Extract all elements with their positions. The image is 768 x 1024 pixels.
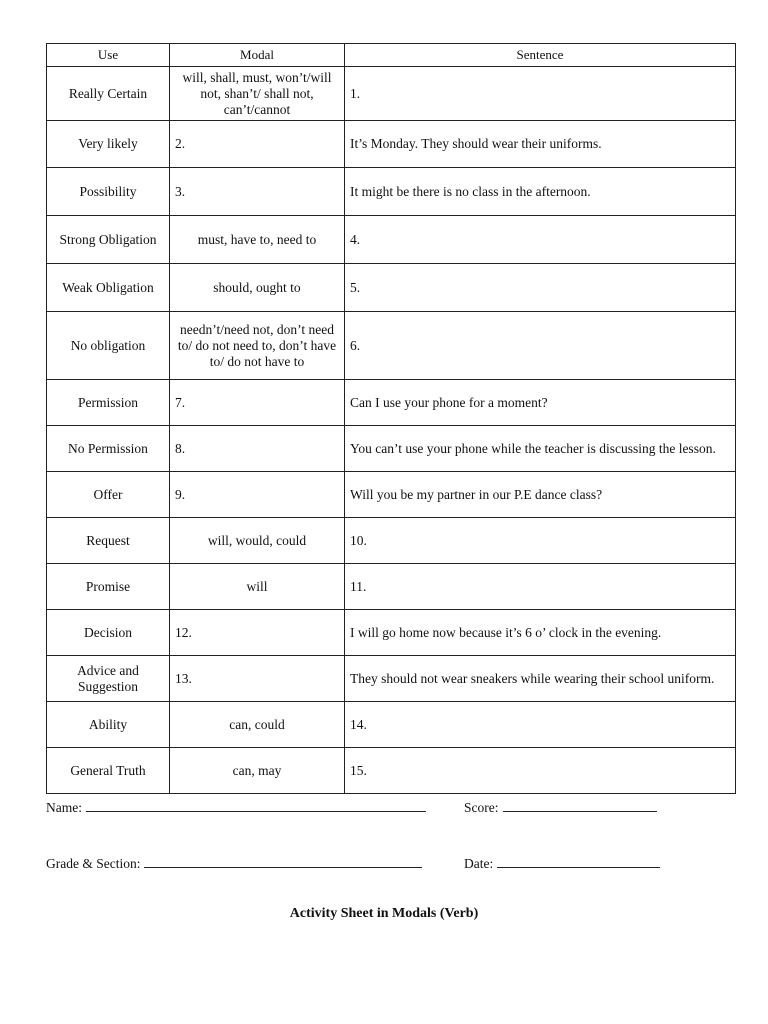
cell-modal: must, have to, need to xyxy=(170,216,345,264)
cell-use: Decision xyxy=(47,610,170,656)
cell-modal: 9. xyxy=(170,472,345,518)
cell-modal: will, would, could xyxy=(170,518,345,564)
cell-sentence: They should not wear sneakers while wearing their school uniform. xyxy=(345,656,736,702)
cell-modal: will, shall, must, won’t/will not, shan’t/ shall not, can’t/cannot xyxy=(170,67,345,121)
cell-modal: should, ought to xyxy=(170,264,345,312)
cell-modal: 3. xyxy=(170,168,345,216)
cell-sentence: 5. xyxy=(345,264,736,312)
table-row xyxy=(47,67,736,121)
table-row xyxy=(47,748,736,794)
cell-sentence: Will you be my partner in our P.E dance class? xyxy=(345,472,736,518)
cell-sentence: 11. xyxy=(345,564,736,610)
cell-use: Really Certain xyxy=(47,67,170,121)
cell-use: Permission xyxy=(47,380,170,426)
cell-use: No Permission xyxy=(47,426,170,472)
date-blank-line[interactable] xyxy=(497,853,660,868)
cell-use: Ability xyxy=(47,702,170,748)
date-field[interactable] xyxy=(464,853,660,872)
cell-use: No obligation xyxy=(47,312,170,380)
cell-sentence: 6. xyxy=(345,312,736,380)
cell-use: Promise xyxy=(47,564,170,610)
table-row xyxy=(47,168,736,216)
cell-use: Offer xyxy=(47,472,170,518)
table-row xyxy=(47,610,736,656)
cell-modal: 12. xyxy=(170,610,345,656)
cell-modal: can, may xyxy=(170,748,345,794)
cell-sentence: Can I use your phone for a moment? xyxy=(345,380,736,426)
name-blank-line[interactable] xyxy=(86,797,426,812)
cell-sentence: 4. xyxy=(345,216,736,264)
score-label: Score: xyxy=(464,800,499,815)
cell-sentence: 1. xyxy=(345,67,736,121)
cell-use: Possibility xyxy=(47,168,170,216)
header-sentence: Sentence xyxy=(345,44,736,67)
cell-modal: 8. xyxy=(170,426,345,472)
table-row xyxy=(47,264,736,312)
grade-section-field[interactable] xyxy=(46,853,422,872)
table-row xyxy=(47,216,736,264)
cell-sentence: 15. xyxy=(345,748,736,794)
table-header-row xyxy=(47,44,736,67)
name-field[interactable] xyxy=(46,797,426,816)
cell-sentence: You can’t use your phone while the teacher is discussing the lesson. xyxy=(345,426,736,472)
grade-section-blank-line[interactable] xyxy=(144,853,422,868)
cell-use: Very likely xyxy=(47,121,170,168)
table-row xyxy=(47,121,736,168)
table-row xyxy=(47,312,736,380)
table-row xyxy=(47,472,736,518)
cell-use: Weak Obligation xyxy=(47,264,170,312)
table-row xyxy=(47,518,736,564)
date-label: Date: xyxy=(464,856,494,871)
cell-use: General Truth xyxy=(47,748,170,794)
cell-modal: needn’t/need not, don’t need to/ do not need to, don’t have to/ do not have to xyxy=(170,312,345,380)
cell-use: Strong Obligation xyxy=(47,216,170,264)
cell-use: Advice and Suggestion xyxy=(47,656,170,702)
cell-modal: 13. xyxy=(170,656,345,702)
cell-modal: 2. xyxy=(170,121,345,168)
cell-modal: will xyxy=(170,564,345,610)
cell-sentence: I will go home now because it’s 6 o’ clock in the evening. xyxy=(345,610,736,656)
score-blank-line[interactable] xyxy=(503,797,657,812)
score-field[interactable] xyxy=(464,797,657,816)
cell-sentence: It’s Monday. They should wear their uniforms. xyxy=(345,121,736,168)
name-label: Name: xyxy=(46,800,82,815)
cell-modal: can, could xyxy=(170,702,345,748)
page-title: Activity Sheet in Modals (Verb) xyxy=(289,906,479,921)
modals-table xyxy=(46,43,736,794)
cell-sentence: It might be there is no class in the afternoon. xyxy=(345,168,736,216)
table-row xyxy=(47,426,736,472)
cell-sentence: 14. xyxy=(345,702,736,748)
table-row xyxy=(47,380,736,426)
cell-modal: 7. xyxy=(170,380,345,426)
grade-section-label: Grade & Section: xyxy=(46,856,141,871)
table-row xyxy=(47,656,736,702)
cell-sentence: 10. xyxy=(345,518,736,564)
header-modal: Modal xyxy=(170,44,345,67)
cell-use: Request xyxy=(47,518,170,564)
table-row xyxy=(47,564,736,610)
table-row xyxy=(47,702,736,748)
header-use: Use xyxy=(47,44,170,67)
